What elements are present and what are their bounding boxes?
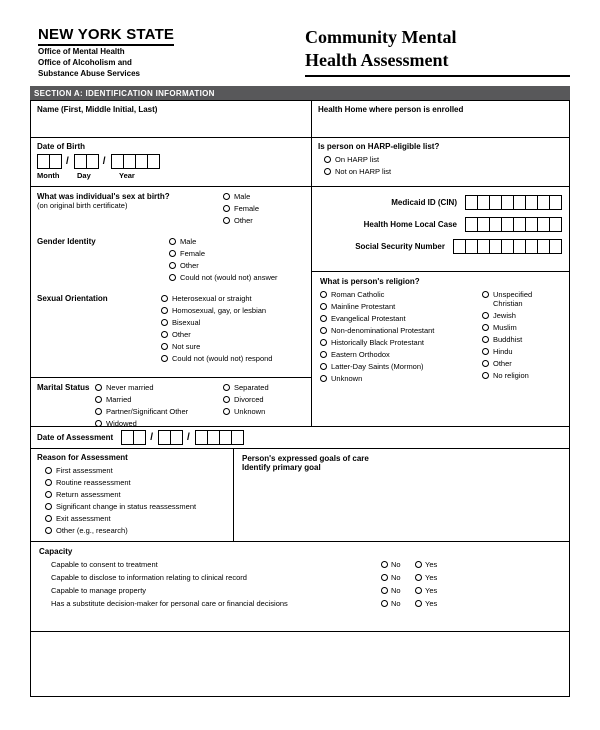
reason-options bbox=[45, 466, 227, 538]
radio-icon[interactable] bbox=[320, 327, 327, 334]
radio-icon[interactable] bbox=[45, 503, 52, 510]
religion-col2 bbox=[482, 290, 561, 386]
capacity-row-substitute bbox=[31, 599, 569, 608]
assessment-date-label: Date of Assessment bbox=[37, 433, 114, 442]
radio-capacity-2-no[interactable] bbox=[381, 586, 415, 595]
radio-icon[interactable] bbox=[223, 217, 230, 224]
radio-harp-not[interactable] bbox=[324, 167, 563, 176]
date-slash: / bbox=[150, 432, 153, 443]
radio-label: Other bbox=[172, 330, 191, 339]
sexual-orientation-options bbox=[161, 294, 272, 366]
radio-religion-hist-black-protestant[interactable] bbox=[320, 338, 482, 347]
radio-religion-none[interactable] bbox=[482, 371, 561, 380]
radio-icon[interactable] bbox=[482, 324, 489, 331]
radio-icon[interactable] bbox=[161, 331, 168, 338]
radio-reason-return[interactable] bbox=[45, 490, 227, 499]
religion-col1 bbox=[320, 290, 482, 386]
radio-icon[interactable] bbox=[169, 274, 176, 281]
harp-label: Is person on HARP-eligible list? bbox=[318, 142, 440, 151]
radio-label: Unspecified Christian bbox=[493, 290, 533, 308]
radio-icon[interactable] bbox=[45, 479, 52, 486]
radio-icon[interactable] bbox=[482, 291, 489, 298]
radio-label: Heterosexual or straight bbox=[172, 294, 252, 303]
radio-marital-married[interactable] bbox=[95, 395, 223, 404]
radio-icon[interactable] bbox=[45, 491, 52, 498]
radio-label: Other bbox=[180, 261, 199, 270]
radio-label: Return assessment bbox=[56, 490, 121, 499]
radio-label: Female bbox=[180, 249, 206, 258]
capacity-item-label: Capable to consent to treatment bbox=[51, 560, 158, 569]
radio-label: On HARP list bbox=[335, 155, 380, 164]
form-table bbox=[30, 100, 570, 697]
radio-gender-male[interactable] bbox=[169, 237, 278, 246]
radio-label: Other (e.g., research) bbox=[56, 526, 128, 535]
radio-icon[interactable] bbox=[223, 205, 230, 212]
radio-label: Partner/Significant Other bbox=[106, 407, 189, 416]
goals-label: Person's expressed goals of care bbox=[242, 454, 369, 463]
radio-icon[interactable] bbox=[320, 339, 327, 346]
radio-icon[interactable] bbox=[320, 351, 327, 358]
radio-label: Non-denominational Protestant bbox=[331, 326, 435, 335]
sexual-orientation-group bbox=[37, 294, 305, 366]
radio-icon[interactable] bbox=[320, 303, 327, 310]
dob-month-label: Month bbox=[37, 171, 60, 180]
radio-label: Unknown bbox=[331, 374, 363, 383]
radio-label: Other bbox=[234, 216, 253, 225]
radio-orientation-other[interactable] bbox=[161, 330, 272, 339]
radio-marital-widowed[interactable] bbox=[95, 419, 223, 428]
radio-icon[interactable] bbox=[95, 408, 102, 415]
radio-icon[interactable] bbox=[415, 561, 422, 568]
radio-religion-eastern-orthodox[interactable] bbox=[320, 350, 482, 359]
radio-icon[interactable] bbox=[95, 420, 102, 427]
radio-label: Married bbox=[106, 395, 132, 404]
harp-cell bbox=[311, 138, 569, 186]
radio-religion-mainline-protestant[interactable] bbox=[320, 302, 482, 311]
reason-label: Reason for Assessment bbox=[37, 453, 128, 462]
radio-label: Exit assessment bbox=[56, 514, 111, 523]
radio-capacity-0-no[interactable] bbox=[381, 560, 415, 569]
radio-label: Routine reassessment bbox=[56, 478, 131, 487]
radio-label: Latter-Day Saints (Mormon) bbox=[331, 362, 424, 371]
gender-identity-group bbox=[37, 237, 305, 285]
radio-icon[interactable] bbox=[320, 375, 327, 382]
radio-icon[interactable] bbox=[415, 587, 422, 594]
radio-capacity-3-yes[interactable] bbox=[415, 599, 449, 608]
sexual-orientation-label: Sexual Orientation bbox=[37, 294, 108, 303]
char-box[interactable] bbox=[231, 430, 244, 445]
row-demographics bbox=[31, 186, 569, 426]
demographics-main bbox=[31, 187, 311, 377]
health-home-label: Health Home where person is enrolled bbox=[318, 105, 464, 114]
radio-icon[interactable] bbox=[223, 384, 230, 391]
char-box[interactable] bbox=[549, 239, 562, 254]
medicaid-id-label: Medicaid ID (CIN) bbox=[391, 198, 457, 207]
empty-row bbox=[31, 631, 569, 696]
org-line-1: Office of Mental Health bbox=[38, 47, 125, 56]
dob-month-boxes[interactable] bbox=[37, 154, 61, 169]
health-home-case-boxes[interactable] bbox=[465, 217, 561, 232]
radio-icon[interactable] bbox=[381, 561, 388, 568]
form-content bbox=[30, 26, 570, 697]
radio-icon[interactable] bbox=[223, 396, 230, 403]
org-line-3: Substance Abuse Services bbox=[38, 69, 140, 78]
form-header bbox=[30, 26, 570, 79]
char-box[interactable] bbox=[133, 430, 146, 445]
radio-capacity-3-no[interactable] bbox=[381, 599, 415, 608]
radio-icon[interactable] bbox=[482, 348, 489, 355]
ids-section bbox=[312, 187, 569, 271]
radio-label: No bbox=[391, 573, 401, 582]
radio-label: Muslim bbox=[493, 323, 517, 332]
dob-year-label: Year bbox=[119, 171, 135, 180]
capacity-row-consent bbox=[31, 560, 569, 569]
dob-label: Date of Birth bbox=[37, 142, 85, 151]
radio-icon[interactable] bbox=[95, 384, 102, 391]
goals-cell[interactable] bbox=[233, 449, 569, 541]
capacity-item-label: Has a substitute decision-maker for personal care or financial decisions bbox=[51, 599, 288, 608]
radio-icon[interactable] bbox=[381, 574, 388, 581]
radio-label: Yes bbox=[425, 573, 438, 582]
radio-icon[interactable] bbox=[161, 307, 168, 314]
radio-religion-roman-catholic[interactable] bbox=[320, 290, 482, 299]
radio-label: Yes bbox=[425, 599, 438, 608]
org-name: NEW YORK STATE bbox=[38, 26, 174, 46]
sex-at-birth-sublabel: (on original birth certificate) bbox=[37, 201, 128, 210]
radio-icon[interactable] bbox=[482, 360, 489, 367]
radio-label: Jewish bbox=[493, 311, 516, 320]
capacity-row-property bbox=[31, 586, 569, 595]
ssn-boxes[interactable] bbox=[453, 239, 561, 254]
radio-gender-female[interactable] bbox=[169, 249, 278, 258]
radio-label: Separated bbox=[234, 383, 269, 392]
gender-identity-label: Gender Identity bbox=[37, 237, 96, 246]
capacity-row-disclose bbox=[31, 573, 569, 582]
radio-icon[interactable] bbox=[320, 291, 327, 298]
capacity-item-label: Capable to manage property bbox=[51, 586, 147, 595]
radio-label: No bbox=[391, 599, 401, 608]
radio-icon[interactable] bbox=[45, 527, 52, 534]
radio-label: Homosexual, gay, or lesbian bbox=[172, 306, 267, 315]
capacity-label: Capacity bbox=[39, 547, 73, 556]
radio-capacity-2-yes[interactable] bbox=[415, 586, 449, 595]
radio-icon[interactable] bbox=[45, 467, 52, 474]
religion-label: What is person's religion? bbox=[320, 277, 420, 286]
radio-icon[interactable] bbox=[161, 355, 168, 362]
dob-day-boxes[interactable] bbox=[74, 154, 98, 169]
radio-marital-never[interactable] bbox=[95, 383, 223, 392]
radio-marital-separated[interactable] bbox=[223, 383, 305, 392]
radio-orientation-bisexual[interactable] bbox=[161, 318, 272, 327]
radio-orientation-homo[interactable] bbox=[161, 306, 272, 315]
radio-label: No bbox=[391, 560, 401, 569]
radio-icon[interactable] bbox=[169, 262, 176, 269]
dob-day-label: Day bbox=[77, 171, 91, 180]
radio-label: Hindu bbox=[493, 347, 513, 356]
gender-identity-options bbox=[169, 237, 278, 285]
radio-religion-other[interactable] bbox=[482, 359, 561, 368]
date-slash: / bbox=[186, 432, 190, 443]
marital-status-section bbox=[31, 377, 311, 436]
radio-reason-significant-change[interactable] bbox=[45, 502, 227, 511]
demographics-left-cell bbox=[31, 187, 311, 426]
radio-label: Evangelical Protestant bbox=[331, 314, 406, 323]
health-home-case-label: Health Home Local Case bbox=[363, 220, 457, 229]
radio-label: First assessment bbox=[56, 466, 113, 475]
radio-religion-non-denominational[interactable] bbox=[320, 326, 482, 335]
radio-icon[interactable] bbox=[161, 319, 168, 326]
goals-sublabel: Identify primary goal bbox=[242, 463, 321, 472]
radio-label: Historically Black Protestant bbox=[331, 338, 424, 347]
assessment-year-boxes[interactable] bbox=[195, 430, 243, 445]
radio-label: Yes bbox=[425, 560, 438, 569]
reason-cell bbox=[31, 449, 233, 541]
char-box[interactable] bbox=[549, 195, 562, 210]
char-box[interactable] bbox=[147, 154, 160, 169]
radio-icon[interactable] bbox=[161, 295, 168, 302]
radio-icon[interactable] bbox=[324, 168, 331, 175]
radio-marital-unknown[interactable] bbox=[223, 407, 305, 416]
radio-label: Could not (would not) respond bbox=[172, 354, 273, 363]
marital-status-label: Marital Status bbox=[37, 383, 90, 392]
radio-religion-buddhist[interactable] bbox=[482, 335, 561, 344]
radio-capacity-1-no[interactable] bbox=[381, 573, 415, 582]
date-slash: / bbox=[102, 156, 106, 167]
medicaid-id-boxes[interactable] bbox=[465, 195, 561, 210]
radio-label: Not on HARP list bbox=[335, 167, 392, 176]
dob-year-boxes[interactable] bbox=[111, 154, 159, 169]
section-a-header: SECTION A: IDENTIFICATION INFORMATION bbox=[30, 86, 570, 100]
org-line-2: Office of Alcoholism and bbox=[38, 58, 132, 67]
radio-religion-hindu[interactable] bbox=[482, 347, 561, 356]
radio-label: Never married bbox=[106, 383, 154, 392]
radio-label: Unknown bbox=[234, 407, 266, 416]
sex-at-birth-labels bbox=[37, 192, 223, 228]
ssn-label: Social Security Number bbox=[355, 242, 445, 251]
radio-label: Buddhist bbox=[493, 335, 523, 344]
char-box[interactable] bbox=[49, 154, 62, 169]
char-box[interactable] bbox=[170, 430, 183, 445]
radio-capacity-1-yes[interactable] bbox=[415, 573, 449, 582]
radio-icon[interactable] bbox=[482, 372, 489, 379]
form-title-line1: Community Mental bbox=[305, 27, 457, 47]
radio-label: Other bbox=[493, 359, 512, 368]
row-reason-goals bbox=[31, 448, 569, 541]
dob-boxes bbox=[37, 154, 305, 169]
radio-religion-unknown[interactable] bbox=[320, 374, 482, 383]
radio-label: Female bbox=[234, 204, 260, 213]
radio-reason-routine[interactable] bbox=[45, 478, 227, 487]
radio-harp-on[interactable] bbox=[324, 155, 563, 164]
radio-icon[interactable] bbox=[169, 250, 176, 257]
radio-label: Yes bbox=[425, 586, 438, 595]
radio-capacity-0-yes[interactable] bbox=[415, 560, 449, 569]
radio-religion-muslim[interactable] bbox=[482, 323, 561, 332]
radio-label: Not sure bbox=[172, 342, 201, 351]
radio-label: Bisexual bbox=[172, 318, 201, 327]
ids-religion-cell bbox=[311, 187, 569, 426]
assessment-month-boxes[interactable] bbox=[121, 430, 145, 445]
sex-at-birth-label: What was individual's sex at birth? bbox=[37, 192, 170, 201]
form-title bbox=[305, 26, 570, 77]
capacity-item-label: Capable to disclose to information relating to clinical record bbox=[51, 573, 247, 582]
radio-icon[interactable] bbox=[381, 587, 388, 594]
row-capacity bbox=[31, 541, 569, 631]
radio-sex-other[interactable] bbox=[223, 216, 259, 225]
radio-icon[interactable] bbox=[45, 515, 52, 522]
radio-sex-male[interactable] bbox=[223, 192, 259, 201]
radio-label: Significant change in status reassessment bbox=[56, 502, 197, 511]
radio-orientation-hetero[interactable] bbox=[161, 294, 272, 303]
radio-label: Roman Catholic bbox=[331, 290, 385, 299]
religion-section bbox=[312, 271, 569, 426]
radio-icon[interactable] bbox=[223, 193, 230, 200]
radio-label: No bbox=[391, 586, 401, 595]
radio-label: Male bbox=[180, 237, 197, 246]
date-slash: / bbox=[66, 156, 69, 167]
form-title-line2: Health Assessment bbox=[305, 50, 449, 70]
radio-reason-other[interactable] bbox=[45, 526, 227, 535]
radio-icon[interactable] bbox=[320, 315, 327, 322]
radio-orientation-no-respond[interactable] bbox=[161, 354, 272, 363]
health-home-cell[interactable] bbox=[311, 101, 569, 137]
radio-icon[interactable] bbox=[381, 600, 388, 607]
radio-label: Widowed bbox=[106, 419, 137, 428]
radio-marital-partner[interactable] bbox=[95, 407, 223, 416]
org-block bbox=[38, 26, 174, 79]
radio-reason-first[interactable] bbox=[45, 466, 227, 475]
row-name bbox=[31, 101, 569, 137]
radio-icon[interactable] bbox=[169, 238, 176, 245]
radio-marital-divorced[interactable] bbox=[223, 395, 305, 404]
radio-religion-unspecified-christian[interactable] bbox=[482, 290, 561, 308]
radio-label: Could not (would not) answer bbox=[180, 273, 278, 282]
radio-label: Divorced bbox=[234, 395, 264, 404]
radio-gender-no-answer[interactable] bbox=[169, 273, 278, 282]
row-dob-harp bbox=[31, 137, 569, 186]
radio-religion-jewish[interactable] bbox=[482, 311, 561, 320]
radio-label: Male bbox=[234, 192, 251, 201]
radio-label: Eastern Orthodox bbox=[331, 350, 390, 359]
radio-icon[interactable] bbox=[324, 156, 331, 163]
dob-cell bbox=[31, 138, 311, 186]
radio-reason-exit[interactable] bbox=[45, 514, 227, 523]
dob-box-labels bbox=[37, 171, 305, 180]
radio-icon[interactable] bbox=[482, 312, 489, 319]
radio-icon[interactable] bbox=[415, 574, 422, 581]
radio-sex-female[interactable] bbox=[223, 204, 259, 213]
radio-label: No religion bbox=[493, 371, 529, 380]
radio-icon[interactable] bbox=[223, 408, 230, 415]
marital-status-col1 bbox=[95, 383, 223, 431]
name-label: Name (First, Middle Initial, Last) bbox=[37, 105, 158, 114]
health-home-case-row bbox=[320, 217, 561, 232]
radio-icon[interactable] bbox=[482, 336, 489, 343]
char-box[interactable] bbox=[549, 217, 562, 232]
sex-at-birth-options bbox=[223, 192, 259, 228]
char-box[interactable] bbox=[86, 154, 99, 169]
radio-gender-other[interactable] bbox=[169, 261, 278, 270]
radio-religion-lds[interactable] bbox=[320, 362, 482, 371]
radio-religion-evangelical[interactable] bbox=[320, 314, 482, 323]
name-cell[interactable] bbox=[31, 101, 311, 137]
radio-icon[interactable] bbox=[415, 600, 422, 607]
radio-icon[interactable] bbox=[320, 363, 327, 370]
religion-columns bbox=[320, 290, 561, 386]
medicaid-id-row bbox=[320, 195, 561, 210]
radio-icon[interactable] bbox=[95, 396, 102, 403]
radio-icon[interactable] bbox=[161, 343, 168, 350]
ssn-row bbox=[320, 239, 561, 254]
assessment-day-boxes[interactable] bbox=[158, 430, 182, 445]
marital-status-col2 bbox=[223, 383, 305, 431]
radio-label: Mainline Protestant bbox=[331, 302, 396, 311]
sex-at-birth-group bbox=[37, 192, 305, 228]
radio-orientation-not-sure[interactable] bbox=[161, 342, 272, 351]
